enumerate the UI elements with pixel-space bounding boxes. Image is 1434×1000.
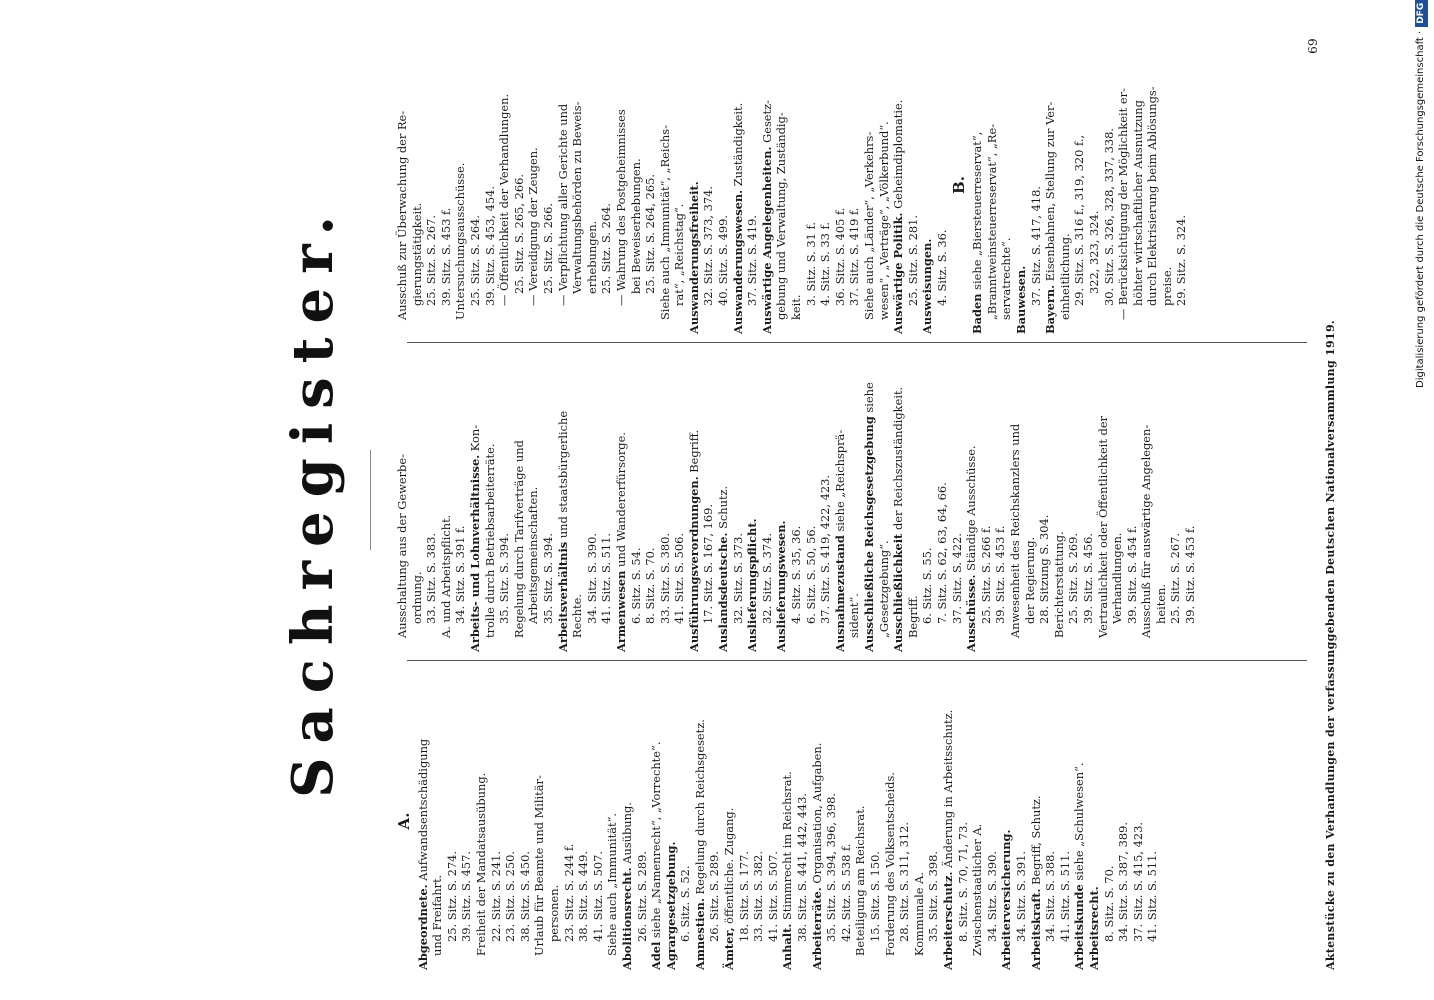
index-entry-heading: Auslieferungspflicht. [745,518,760,652]
index-column-3 [395,36,1315,334]
index-entry-line: 4. Sitz. S. 36. [934,229,949,306]
footer-text: Aktenstücke zu den Verhandlungen der verfassunggebenden Deutschen Nationalversammlung 1919. [1324,319,1337,970]
section-letter: A. [395,812,413,830]
index-entry-line: 25. Sitz. S. 267. [424,214,439,306]
index-entry-line: 18. Sitz. S. 177. [736,850,751,942]
index-entry-line: 4. Sitz. S. 35, 36. [789,525,804,624]
index-entry-line: 6. Sitz. S. 52. [678,865,693,942]
index-entry-line: 35. Sitz. S. 394, 396, 398. [824,793,839,942]
index-entry-line: Untersuchungsausschüsse. [453,162,468,320]
index-entry-heading: Auswanderungsfreiheit. [686,181,701,334]
index-entry-line: 37. Sitz. S. 419. [745,214,760,306]
index-entry-heading: Ausschließlichkeit der Reichszuständigkeit. [891,386,906,652]
index-entry-line: 6. Sitz. S. 55. [920,547,935,624]
index-entry-line: Ausschaltung aus der Gewerbe- [395,454,409,638]
index-entry-line: höhter wirtschaftlicher Ausnutzung [1130,100,1145,306]
index-entry-line: 41. Sitz. S. 507. [590,850,605,942]
index-entry-line: 32. Sitz. S. 373. [730,532,745,624]
index-entry-heading: Anhalt. Stimmrecht im Reichsrat. [780,771,795,970]
index-entry-line: 38. Sitz. S. 449. [576,850,591,942]
index-entry-heading: Arbeiterräte. Organisation, Aufgaben. [809,742,824,970]
index-entry-line: 26. Sitz. S. 289. [707,850,722,942]
column-divider [407,660,1307,661]
index-entry-line: 39. Sitz. S. 453, 454. [482,186,497,306]
index-entry-line: 39. Sitz. S. 453 f. [1183,525,1198,624]
index-entry-heading: Adel siehe „Namenrecht“, „Vorrechte“. [649,741,664,970]
index-entry-line: 28. Sitz. S. 311, 312. [897,822,912,942]
column-divider [407,342,1307,343]
index-entry-line: 26. Sitz. S. 289. [634,850,649,942]
section-letter: B. [949,176,968,194]
index-entry-line: 41. Sitz. S. 511. [1145,850,1160,942]
index-entry-heading: Ausnahmezustand siehe „Reichsprä- [832,429,847,652]
index-entry-heading: Ämter, öffentliche. Zugang. [722,807,737,970]
index-entry-line: „Branntweinsteuerreservat“, „Re- [984,123,999,320]
index-entry-line: A. und Arbeitspflicht. [438,514,453,638]
index-entry-line: Freiheit der Mandatsausübung. [473,772,488,956]
index-entry-heading: Amnestien. Regelung durch Reichsgesetz. [692,719,707,970]
index-entry-line: — Öffentlichkeit der Verhandlungen. [497,93,512,306]
page-number: 69 [1306,38,1320,54]
index-entry-line: Rechte. [570,594,585,638]
index-entry-line: Siehe auch „Immunität“. [605,812,620,956]
index-entry-line: 33. Sitz. S. 382. [751,850,766,942]
index-entry-line: 37. Sitz. S. 415, 423. [1130,822,1145,942]
index-entry-line: 39. Sitz. S. 456. [1080,532,1095,624]
index-entry-line: Begriff. [905,595,920,638]
index-entry-line: Anwesenheit des Reichskanzlers und [1007,423,1022,638]
index-entry-line: 34. Sitz. S. 390. [984,850,999,942]
dfg-logo: DFG [1415,0,1428,27]
index-entry-line: 41. Sitz. S. 511. [1057,850,1072,942]
index-entry-line: 25. Sitz. S. 274. [444,850,459,942]
index-entry-line: ordnung. [409,571,424,624]
index-entry-line: 25. Sitz. S. 266 f. [978,525,993,624]
index-entry-heading: Ausschließliche Reichsgesetzgebung siehe [862,382,876,652]
index-entry-line: 41. Sitz. S. 507. [765,850,780,942]
index-entry-heading: Ausweisungen. [920,238,935,334]
index-entry-line: Forderung des Volksentscheids. [882,772,897,956]
index-entry-line: 29. Sitz. S. 324. [1174,214,1189,306]
index-entry-line: 23. Sitz. S. 250. [503,850,518,942]
index-entry-line: Berichterstattung. [1051,531,1066,638]
index-entry-line: 39. Sitz. S. 453 f. [438,207,453,306]
index-entry-line: 39. Sitz. S. 457. [459,850,474,942]
index-entry-heading: Abgeordnete. Aufwandsentschädigung [415,738,430,970]
index-entry-line: 35. Sitz. S. 394. [540,532,555,624]
index-entry-line: 41. Sitz. S. 506. [672,532,687,624]
index-entry-line: 34. Sitz. S. 387, 389. [1116,822,1131,942]
index-entry-line: Vertraulichkeit oder Öffentlichkeit der [1095,415,1110,638]
index-entry-line: 25. Sitz. S. 264. [599,202,614,294]
index-entry-line: — Verpflichtung aller Gerichte und [555,103,570,306]
index-entry-line: 15. Sitz. S. 150. [868,850,882,942]
index-entry-line: — Berücksichtigung der Möglichkeit er- [1116,88,1131,320]
index-column-1 [395,672,1315,970]
index-entry-line: 42. Sitz. S. 538 f. [838,843,853,942]
index-entry-heading: Arbeits- und Lohnverhältnisse. Kon- [467,424,482,652]
index-entry-line: 25. Sitz. S. 266. [540,202,555,294]
page-content [280,30,1420,970]
index-entry-line: durch Elektrisierung beim Ablösungs- [1145,86,1160,306]
index-entry-heading: Arbeiterschutz. Änderung in Arbeitsschutz. [940,709,955,970]
index-entry-line: 8. Sitz. S. 70. [1101,865,1116,942]
index-entry-line: 37. Sitz. S. 419, 422, 423. [818,475,833,624]
index-entry-line: 25. Sitz. S. 264. [467,214,482,306]
index-entry-line: rat“, „Reichstag“. [672,203,687,306]
index-entry-line: Siehe auch „Immunität“, „Reichs- [657,125,672,320]
index-entry-line: und Freifahrt. [430,874,445,956]
index-entry-line: 33. Sitz. S. 380. [657,532,672,624]
index-entry-line: 35. Sitz. S. 394. [497,532,512,624]
index-entry-line: 29. Sitz. S. 316 f., 319, 320 f., [1072,134,1087,306]
index-entry-line: — Vereidigung der Zeugen. [526,147,541,306]
index-entry-heading: Ausschüsse. Ständige Ausschüsse. [964,445,979,652]
index-entry-heading: Auswärtige Angelegenheiten. Gesetz- [759,100,774,334]
index-entry-line: 34. Sitz. S. 388. [1043,850,1058,942]
index-entry-line: 39. Sitz. S. 454 f. [1124,525,1139,624]
index-entry-line: 37. Sitz. S. 422. [949,532,964,624]
side-note-text: Digitalisierung gefördert durch die Deutsche Forschungsgemeinschaft · [1415,30,1426,388]
index-entry-line: 38. Sitz. S. 450. [517,850,532,942]
index-entry-line: 8. Sitz. S. 70, 71, 73. [955,822,970,942]
index-entry-line: 37. Sitz. S. 417, 418. [1028,186,1043,306]
index-entry-line: der Regierung. [1022,536,1037,624]
index-entry-line: einheitlichung. [1057,233,1072,320]
index-entry-line: 37. Sitz. S. 419 f. [847,207,862,306]
index-columns [395,30,1315,970]
index-entry-line: 40. Sitz. S. 499. [716,214,731,306]
index-entry-heading: Arbeitskunde siehe „Schulwesen“. [1072,762,1087,970]
index-entry-line: 34. Sitz. S. 390. [584,532,599,624]
index-entry-line: bei Beweiserhebungen. [628,158,643,294]
index-entry-line: 32. Sitz. S. 373, 374. [701,186,716,306]
title-rule [370,450,371,550]
index-entry-line: „Gesetzgebung“. [876,540,891,638]
index-entry-heading: Auswanderungswesen. Zuständigkeit. [730,102,745,334]
index-entry-line: — Wahrung des Postgeheimnisses [613,109,628,306]
index-entry-line: 30. Sitz. S. 326, 328, 337, 338. [1101,128,1116,306]
index-entry-heading: Agrargesetzgebung. [663,841,678,970]
index-entry-line: 25. Sitz. S. 267. [1168,532,1183,624]
index-entry-line: 4. Sitz. S. 33 f. [818,222,833,306]
index-entry-line: Arbeitsgemeinschaften. [526,486,541,624]
index-entry-line: 36. Sitz. S. 405 f. [832,207,847,306]
index-entry-line: 28. Sitzung S. 304. [1037,514,1052,624]
index-entry-line: Urlaub für Beamte und Militär- [532,775,547,956]
index-entry-line: sident“. [847,593,862,638]
index-entry-heading: Arbeiterversicherung. [999,829,1014,970]
index-entry-heading: Ausführungsverordnungen. Begriff. [686,429,701,652]
index-entry-line: 32. Sitz. S. 374. [759,532,774,624]
page-title: Sachregister. [280,202,346,798]
index-entry-heading: Bauwesen. [1013,265,1028,334]
index-entry-heading: Auslandsdeutsche. Schutz. [716,485,731,652]
index-entry-line: personen. [546,884,561,942]
index-entry-heading: Auslieferungswesen. [774,520,789,652]
index-entry-line: gebung und Verwaltung, Zuständig- [774,112,789,320]
index-entry-heading: Armenwesen und Wandererfürsorge. [613,432,628,652]
index-entry-line: Zwischenstaatlicher A. [970,823,985,956]
index-entry-line: 33. Sitz. S. 383. [424,532,439,624]
index-entry-line: 35. Sitz. S. 398. [926,850,941,942]
index-entry-line: 6. Sitz. S. 54. [628,547,643,624]
index-entry-line: Ausschuß zur Überwachung der Re- [395,110,409,320]
index-entry-heading: Arbeitsverhältnis und staatsbürgerliche [555,410,570,652]
index-entry-line: 6. Sitz. S. 50, 56. [803,525,818,624]
index-entry-line: 17. Sitz. S. 167, 169. [701,504,716,624]
index-entry-line: Kommunale A. [911,872,926,956]
index-entry-line: 22. Sitz. S. 241. [488,850,503,942]
index-entry-line: Beteiligung am Reichsrat. [853,805,868,956]
index-entry-line: 25. Sitz. S. 269. [1066,532,1081,624]
index-entry-line: 7. Sitz. S. 62, 63, 64, 66. [934,482,949,624]
index-entry-line: 322, 323, 324. [1086,210,1101,294]
index-column-2 [395,354,1315,652]
index-entry-heading: Baden siehe „Biersteuerreservat“, [970,131,985,334]
index-entry-line: Regelung durch Tarifverträge und [511,440,526,638]
index-entry-line: 34. Sitz. S. 391 f. [453,525,468,624]
index-entry-line: 25. Sitz. S. 264, 265. [643,174,658,294]
index-entry-line: preise. [1159,266,1174,306]
index-entry-line: gierungstätigkeit. [409,202,424,306]
index-entry-line: Verwaltungsbehörden zu Beweis- [570,101,585,294]
index-entry-line: servatrechte“. [999,237,1014,320]
index-entry-heading: Abolitionsrecht. Ausübung. [619,802,634,970]
index-entry-line: Verhandlungen. [1110,532,1125,624]
index-entry-heading: Bayern. Eisenbahnen, Stellung zur Ver- [1043,101,1058,334]
index-entry-line: erhebungen. [584,220,599,294]
index-entry-line: 25. Sitz. S. 281. [905,214,920,306]
index-entry-heading: Auswärtige Politik. Geheimdiplomatie. [891,99,906,334]
index-entry-line: Ausschuß für auswärtige Angelegen- [1139,424,1154,638]
index-entry-line: 38. Sitz. S. 441, 442, 443. [795,793,810,942]
index-entry-line: wesen“, „Verträge“, „Völkerbund“. [876,121,891,320]
index-entry-line: 3. Sitz. S. 31 f. [803,222,818,306]
dfg-side-note [1412,2,1430,388]
index-entry-heading: Arbeitsrecht. [1086,886,1101,970]
index-entry-line: 23. Sitz. S. 244 f. [561,843,576,942]
index-entry-line: heiten. [1153,584,1168,624]
index-entry-line: 25. Sitz. S. 265, 266. [511,174,526,294]
index-entry-line: keit. [789,294,804,320]
index-entry-line: 34. Sitz. S. 391. [1013,850,1028,942]
index-entry-line: trolle durch Betriebsarbeiterräte. [482,443,497,638]
index-entry-line: Siehe auch „Länder“, „Verkehrs- [862,131,876,320]
index-entry-line: 39. Sitz. S. 453 f. [993,525,1008,624]
index-entry-line: 41. Sitz. S. 511. [599,532,614,624]
index-entry-line: 8. Sitz. S. 70. [643,547,658,624]
index-entry-heading: Arbeitskraft. Begriff, Schutz. [1028,795,1043,970]
